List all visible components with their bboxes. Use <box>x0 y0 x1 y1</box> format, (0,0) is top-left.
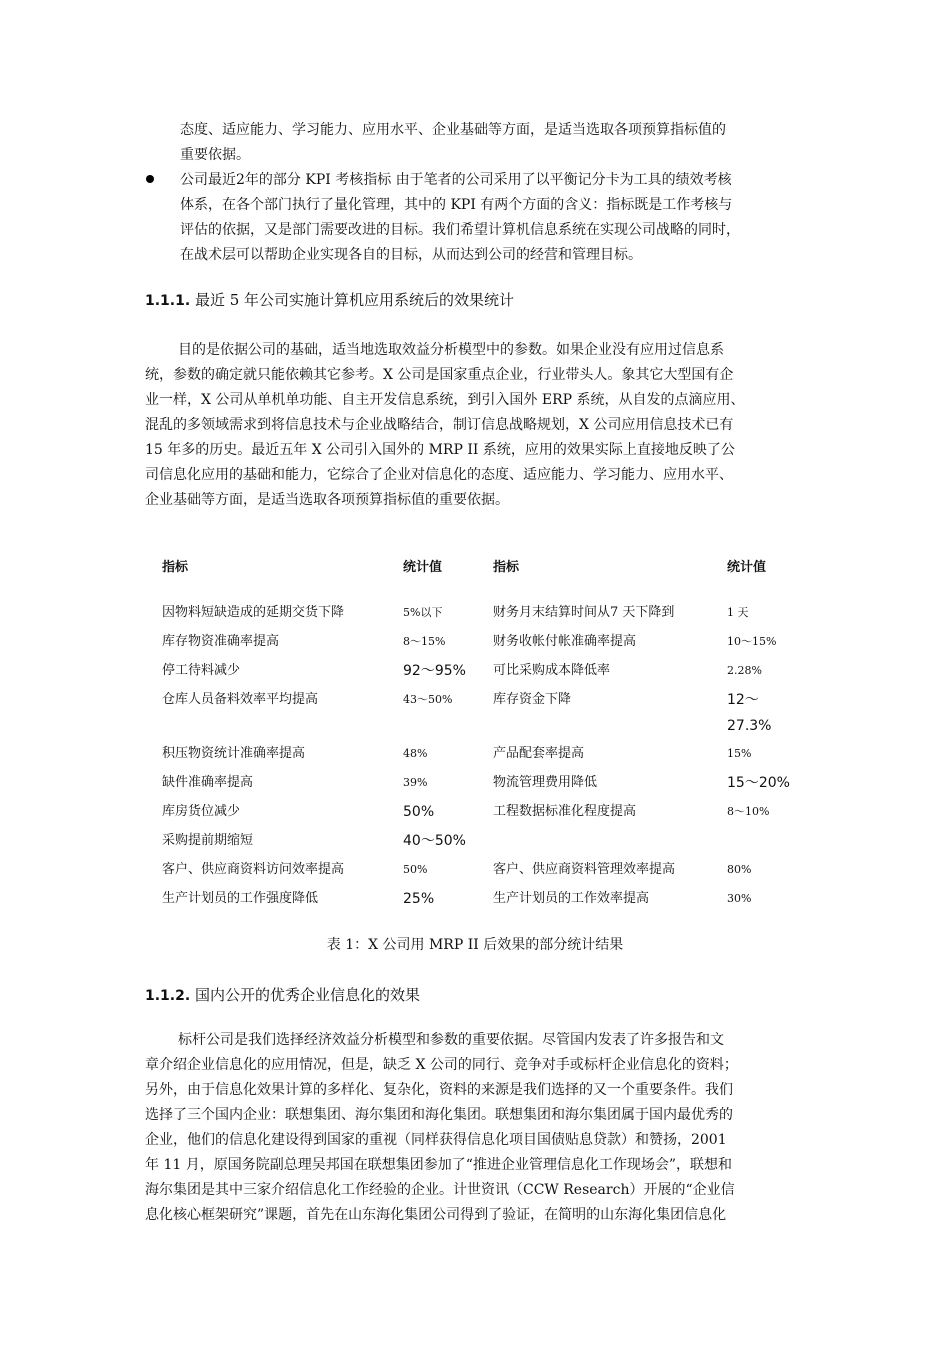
paragraph-line: 15 年多的历史。最近五年 X 公司引入国外的 MRP II 系统，应用的效果实际上直接地反映了公 <box>145 442 735 458</box>
table-cell: 50% <box>403 804 435 820</box>
table-cell: 客户、供应商资料管理效率提高 <box>493 862 676 877</box>
bullet-line-1: 公司最近2年的部分 KPI 考核指标 由于笔者的公司采用了以平衡记分卡为工具的绩效考核 <box>180 172 732 188</box>
table-cell: 1 天 <box>727 606 749 619</box>
paragraph-line: 企业基础等方面，是适当选取各项预算指标值的重要依据。 <box>145 492 509 508</box>
paragraph-line: 司信息化应用的基础和能力，它综合了企业对信息化的态度、适应能力、学习能力、应用水平、 <box>145 467 733 483</box>
section-title: 最近 5 年公司实施计算机应用系统后的效果统计 <box>194 291 515 309</box>
table-cell: 库存资金下降 <box>493 692 572 707</box>
bullet-icon <box>146 175 154 183</box>
table-cell: 缺件准确率提高 <box>162 775 254 790</box>
table-cell: 采购提前期缩短 <box>162 833 254 848</box>
table-cell: 39% <box>403 776 428 789</box>
paragraph-line: 业一样，X 公司从单机单功能、自主开发信息系统，到引入国外 ERP 系统，从自发的点滴应用、 <box>145 392 745 408</box>
table-cell: 80% <box>727 863 752 876</box>
table-cell: 12～ <box>727 692 759 708</box>
paragraph-line: 企业，他们的信息化建设得到国家的重视（同样获得信息化项目国债贴息贷款）和赞扬，2001 <box>145 1132 727 1148</box>
paragraph-line: 目的是依据公司的基础，适当地选取效益分析模型中的参数。如果企业没有应用过信息系 <box>178 342 724 358</box>
table-cell: 库房货位减少 <box>162 804 241 819</box>
table-header-indicator: 指标 <box>493 560 520 575</box>
table-header-value: 统计值 <box>727 560 767 575</box>
table-cell: 财务月末结算时间从7 天下降到 <box>493 605 675 620</box>
table-cell: 8～15% <box>403 635 446 648</box>
table-cell: 2.28% <box>727 664 762 677</box>
paragraph-line: 另外，由于信息化效果计算的多样化、复杂化，资料的来源是我们选择的又一个重要条件。我们 <box>145 1082 733 1098</box>
intro-line-1: 态度、适应能力、学习能力、应用水平、企业基础等方面，是适当选取各项预算指标值的 <box>180 122 726 138</box>
paragraph-line: 年 11 月，原国务院副总理吴邦国在联想集团参加了“推进企业管理信息化工作现场会”，联想和 <box>145 1157 733 1173</box>
section-heading-2 <box>145 985 420 1006</box>
table-cell: 停工待料减少 <box>162 663 241 678</box>
section-number: 1.1.1. <box>145 293 191 309</box>
table-cell: 15～20% <box>727 775 790 791</box>
bullet-line-2: 体系，在各个部门执行了量化管理，其中的 KPI 有两个方面的含义：指标既是工作考核与 <box>180 197 733 213</box>
table-cell: 40～50% <box>403 833 466 849</box>
table-cell: 30% <box>727 892 752 905</box>
paragraph-line: 海尔集团是其中三家介绍信息化工作经验的企业。计世资讯（CCW Research）开展的“企业信 <box>145 1182 735 1198</box>
paragraph-line: 章介绍企业信息化的应用情况，但是，缺乏 X 公司的同行、竞争对手或标杆企业信息化的资料； <box>145 1057 738 1073</box>
table-cell: 库存物资准确率提高 <box>162 634 280 649</box>
table-header-indicator: 指标 <box>162 560 189 575</box>
table-cell: 积压物资统计准确率提高 <box>162 746 306 761</box>
table-cell: 财务收帐付帐准确率提高 <box>493 634 637 649</box>
table-cell: 5%以下 <box>403 606 443 619</box>
table-cell: 物流管理费用降低 <box>493 775 598 790</box>
table-cell: 生产计划员的工作效率提高 <box>493 891 650 906</box>
table-cell: 10～15% <box>727 635 777 648</box>
table-cell: 仓库人员备料效率平均提高 <box>162 692 319 707</box>
section-title: 国内公开的优秀企业信息化的效果 <box>194 986 420 1004</box>
table-cell: 27.3% <box>727 718 772 734</box>
table-cell: 工程数据标准化程度提高 <box>493 804 637 819</box>
table-cell: 92～95% <box>403 663 466 679</box>
table-cell: 8～10% <box>727 805 770 818</box>
table-cell: 因物料短缺造成的延期交货下降 <box>162 605 345 620</box>
intro-line-2: 重要依据。 <box>180 147 250 163</box>
table-caption: 表 1：X 公司用 MRP II 后效果的部分统计结果 <box>326 937 624 953</box>
paragraph-line: 统，参数的确定就只能依赖其它参考。X 公司是国家重点企业，行业带头人。象其它大型国有企 <box>145 367 734 383</box>
table-header-value: 统计值 <box>403 560 443 575</box>
table-cell: 48% <box>403 747 428 760</box>
paragraph-line: 息化核心框架研究”课题，首先在山东海化集团公司得到了验证，在简明的山东海化集团信息化 <box>145 1207 727 1223</box>
table-cell: 可比采购成本降低率 <box>493 663 611 678</box>
bullet-line-3: 评估的依据，又是部门需要改进的目标。我们希望计算机信息系统在实现公司战略的同时， <box>180 222 740 238</box>
table-cell: 产品配套率提高 <box>493 746 585 761</box>
table-cell: 15% <box>727 747 752 760</box>
table-cell: 25% <box>403 891 435 907</box>
paragraph-line: 标杆公司是我们选择经济效益分析模型和参数的重要依据。尽管国内发表了许多报告和文 <box>178 1032 724 1048</box>
bullet-line-4: 在战术层可以帮助企业实现各自的目标，从而达到公司的经营和管理目标。 <box>180 247 642 263</box>
paragraph-line: 混乱的多领域需求到将信息技术与企业战略结合，制订信息战略规划，X 公司应用信息技术已有 <box>145 417 734 433</box>
table-cell: 客户、供应商资料访问效率提高 <box>162 862 345 877</box>
table-cell: 43～50% <box>403 693 453 706</box>
paragraph-line: 选择了三个国内企业：联想集团、海尔集团和海化集团。联想集团和海尔集团属于国内最优秀的 <box>145 1107 733 1123</box>
section-number: 1.1.2. <box>145 988 191 1004</box>
section-heading-1 <box>145 290 514 311</box>
table-cell: 50% <box>403 863 428 876</box>
table-cell: 生产计划员的工作强度降低 <box>162 891 319 906</box>
